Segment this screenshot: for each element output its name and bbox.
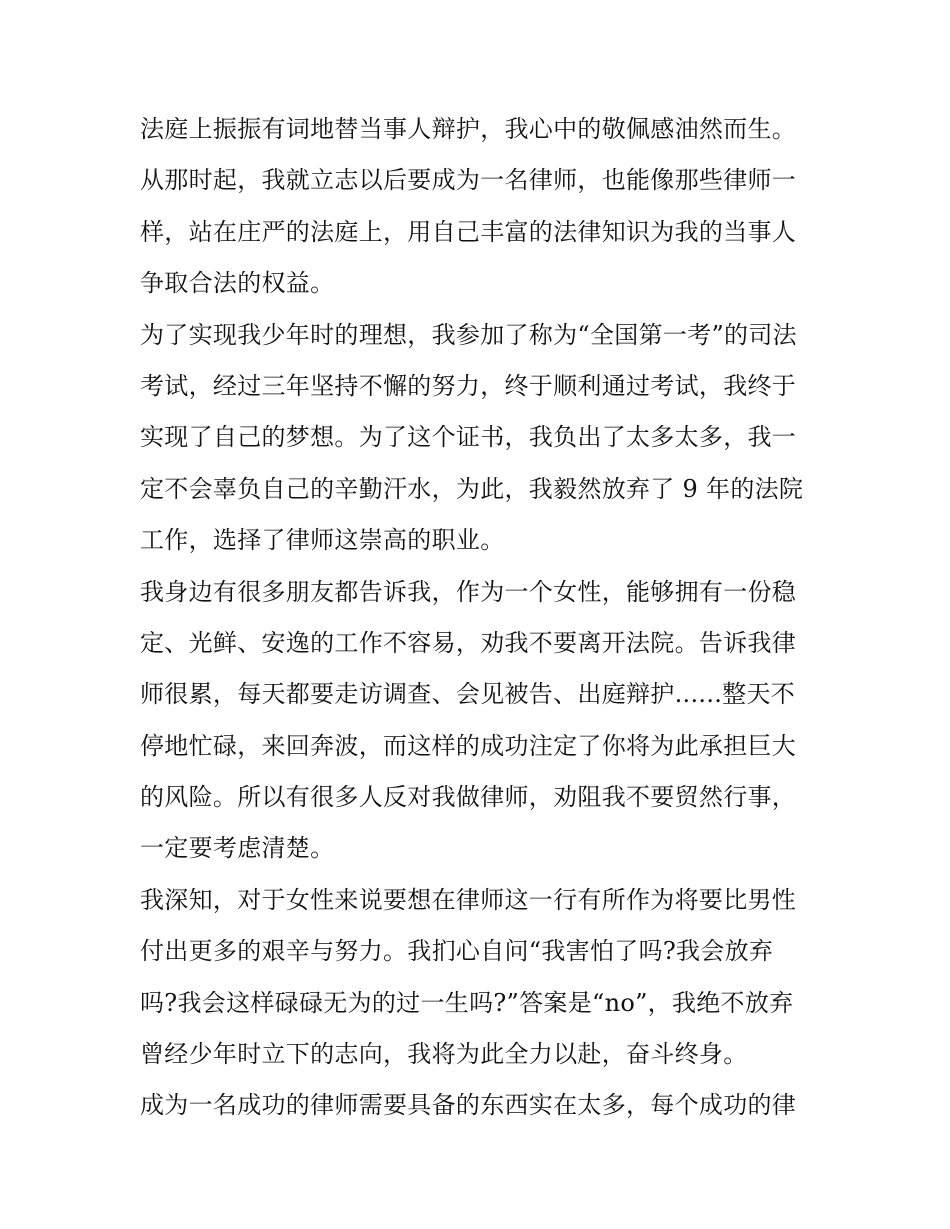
text-line: 一定要考虑清楚。: [140, 834, 335, 863]
text-line: 为了实现我少年时的理想，我参加了称为“全国第一考”的司法: [140, 320, 797, 349]
text-line: 我身边有很多朋友都告诉我，作为一个女性，能够拥有一份稳: [140, 577, 797, 606]
text-line: 定、光鲜、安逸的工作不容易，劝我不要离开法院。告诉我律: [140, 628, 797, 657]
body-text: [140, 104, 820, 1132]
text-line: 工作，选择了律师这崇高的职业。: [140, 526, 505, 555]
text-line: 的风险。所以有很多人反对我做律师，劝阻我不要贸然行事，: [140, 783, 797, 812]
text-line: 曾经少年时立下的志向，我将为此全力以赴，奋斗终身。: [140, 1040, 748, 1069]
text-line: 法庭上振振有词地替当事人辩护，我心中的敬佩感油然而生。: [140, 115, 797, 143]
text-line: 定不会辜负自己的辛勤汗水，为此，我毅然放弃了 9 年的法院: [140, 474, 804, 503]
text-line: 考试，经过三年坚持不懈的努力，终于顺利通过考试，我终于: [140, 371, 797, 400]
text-line: 样，站在庄严的法庭上，用自己丰富的法律知识为我的当事人: [140, 217, 797, 246]
text-line: 付出更多的艰辛与努力。我扪心自问“我害怕了吗?我会放弃: [140, 937, 774, 966]
text-line: 吗?我会这样碌碌无为的过一生吗?”答案是“no”，我绝不放弃: [140, 988, 794, 1017]
text-line: 我深知，对于女性来说要想在律师这一行有所作为将要比男性: [140, 885, 797, 914]
text-line: 从那时起，我就立志以后要成为一名律师，也能像那些律师一: [140, 166, 797, 195]
text-line: 成为一名成功的律师需要具备的东西实在太多，每个成功的律: [140, 1091, 797, 1120]
text-line: 实现了自己的梦想。为了这个证书，我负出了太多太多，我一: [140, 423, 797, 452]
text-line: 争取合法的权益。: [140, 269, 335, 298]
text-line: 师很累，每天都要走访调查、会见被告、出庭辩护......整天不: [140, 680, 796, 709]
text-line: 停地忙碌，来回奔波，而这样的成功注定了你将为此承担巨大: [140, 731, 797, 760]
